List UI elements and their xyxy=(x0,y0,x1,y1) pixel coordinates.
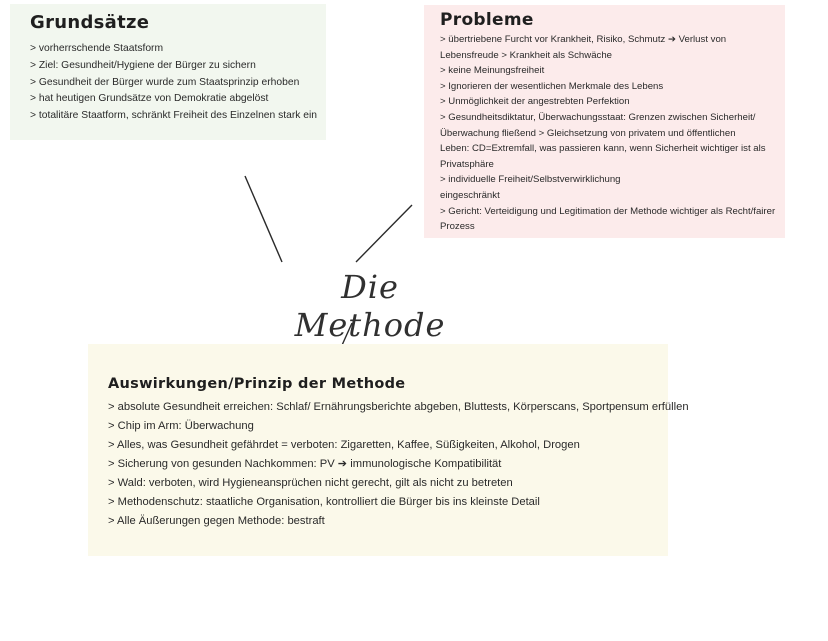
connector-to-grundsaetze xyxy=(245,176,282,262)
list-item: > hat heutigen Grundsätze von Demokratie abgelöst xyxy=(30,93,269,105)
list-item: > absolute Gesundheit erreichen: Schlaf/ Ernährungsberichte abgeben, Bluttests, Körperscans, Sportpensum erfüllen xyxy=(108,401,689,413)
list-item: > Gesundheitsdiktatur, Überwachungsstaat: Grenzen zwischen Sicherheit/ xyxy=(440,111,756,123)
list-item: > übertriebene Furcht vor Krankheit, Risiko, Schmutz ➔ Verlust von xyxy=(440,34,727,45)
grundsaetze-heading: Grundsätze xyxy=(30,12,150,33)
list-item: > keine Meinungsfreiheit xyxy=(440,65,545,77)
connector-to-probleme xyxy=(356,205,412,262)
probleme-list xyxy=(440,32,785,235)
list-item: > Ziel: Gesundheit/Hygiene der Bürger zu sichern xyxy=(30,59,256,71)
list-item: > Wald: verboten, wird Hygieneansprüchen nicht gerecht, gilt als nicht zu betreten xyxy=(108,477,513,489)
auswirkungen-box xyxy=(88,344,689,556)
list-item: > Chip im Arm: Überwachung xyxy=(108,420,254,432)
auswirkungen-heading: Auswirkungen/Prinzip der Methode xyxy=(108,376,406,392)
list-item: Lebensfreude > Krankheit als Schwäche xyxy=(440,49,612,61)
list-item: eingeschränkt xyxy=(440,189,500,201)
list-item: Privatsphäre xyxy=(440,158,494,170)
grundsaetze-box xyxy=(10,4,326,140)
grundsaetze-list xyxy=(30,41,326,125)
list-item: Leben: CD=Extremfall, was passieren kann, wenn Sicherheit wichtiger ist als xyxy=(440,143,766,155)
auswirkungen-list xyxy=(108,398,689,531)
central-topic-title: Die Methode xyxy=(294,268,446,344)
list-item: > Ignorieren der wesentlichen Merkmale des Lebens xyxy=(440,80,664,92)
probleme-box xyxy=(424,5,785,238)
list-item: > Unmöglichkeit der angestrebten Perfektion xyxy=(440,96,630,108)
list-item: > Alle Äußerungen gegen Methode: bestraft xyxy=(108,515,325,527)
list-item: > vorherrschende Staatsform xyxy=(30,43,164,54)
probleme-heading: Probleme xyxy=(440,10,534,30)
list-item: > Methodenschutz: staatliche Organisation, kontrolliert die Bürger bis ins kleinste Detail xyxy=(108,496,540,508)
list-item: > Alles, was Gesundheit gefährdet = verboten: Zigaretten, Kaffee, Süßigkeiten, Alkohol, Drogen xyxy=(108,439,580,451)
list-item: > Gesundheit der Bürger wurde zum Staatsprinzip erhoben xyxy=(30,76,300,88)
list-item: Überwachung fließend > Gleichsetzung von privatem und öffentlichen xyxy=(440,127,736,139)
list-item: > totalitäre Staatform, schränkt Freiheit des Einzelnen stark ein xyxy=(30,110,318,122)
list-item: Prozess xyxy=(440,221,475,233)
list-item: > individuelle Freiheit/Selbstverwirklichung xyxy=(440,174,621,186)
list-item: > Gericht: Verteidigung und Legitimation der Methode wichtiger als Recht/fairer xyxy=(440,205,776,217)
list-item: > Sicherung von gesunden Nachkommen: PV ➔ immunologische Kompatibilität xyxy=(108,458,502,470)
